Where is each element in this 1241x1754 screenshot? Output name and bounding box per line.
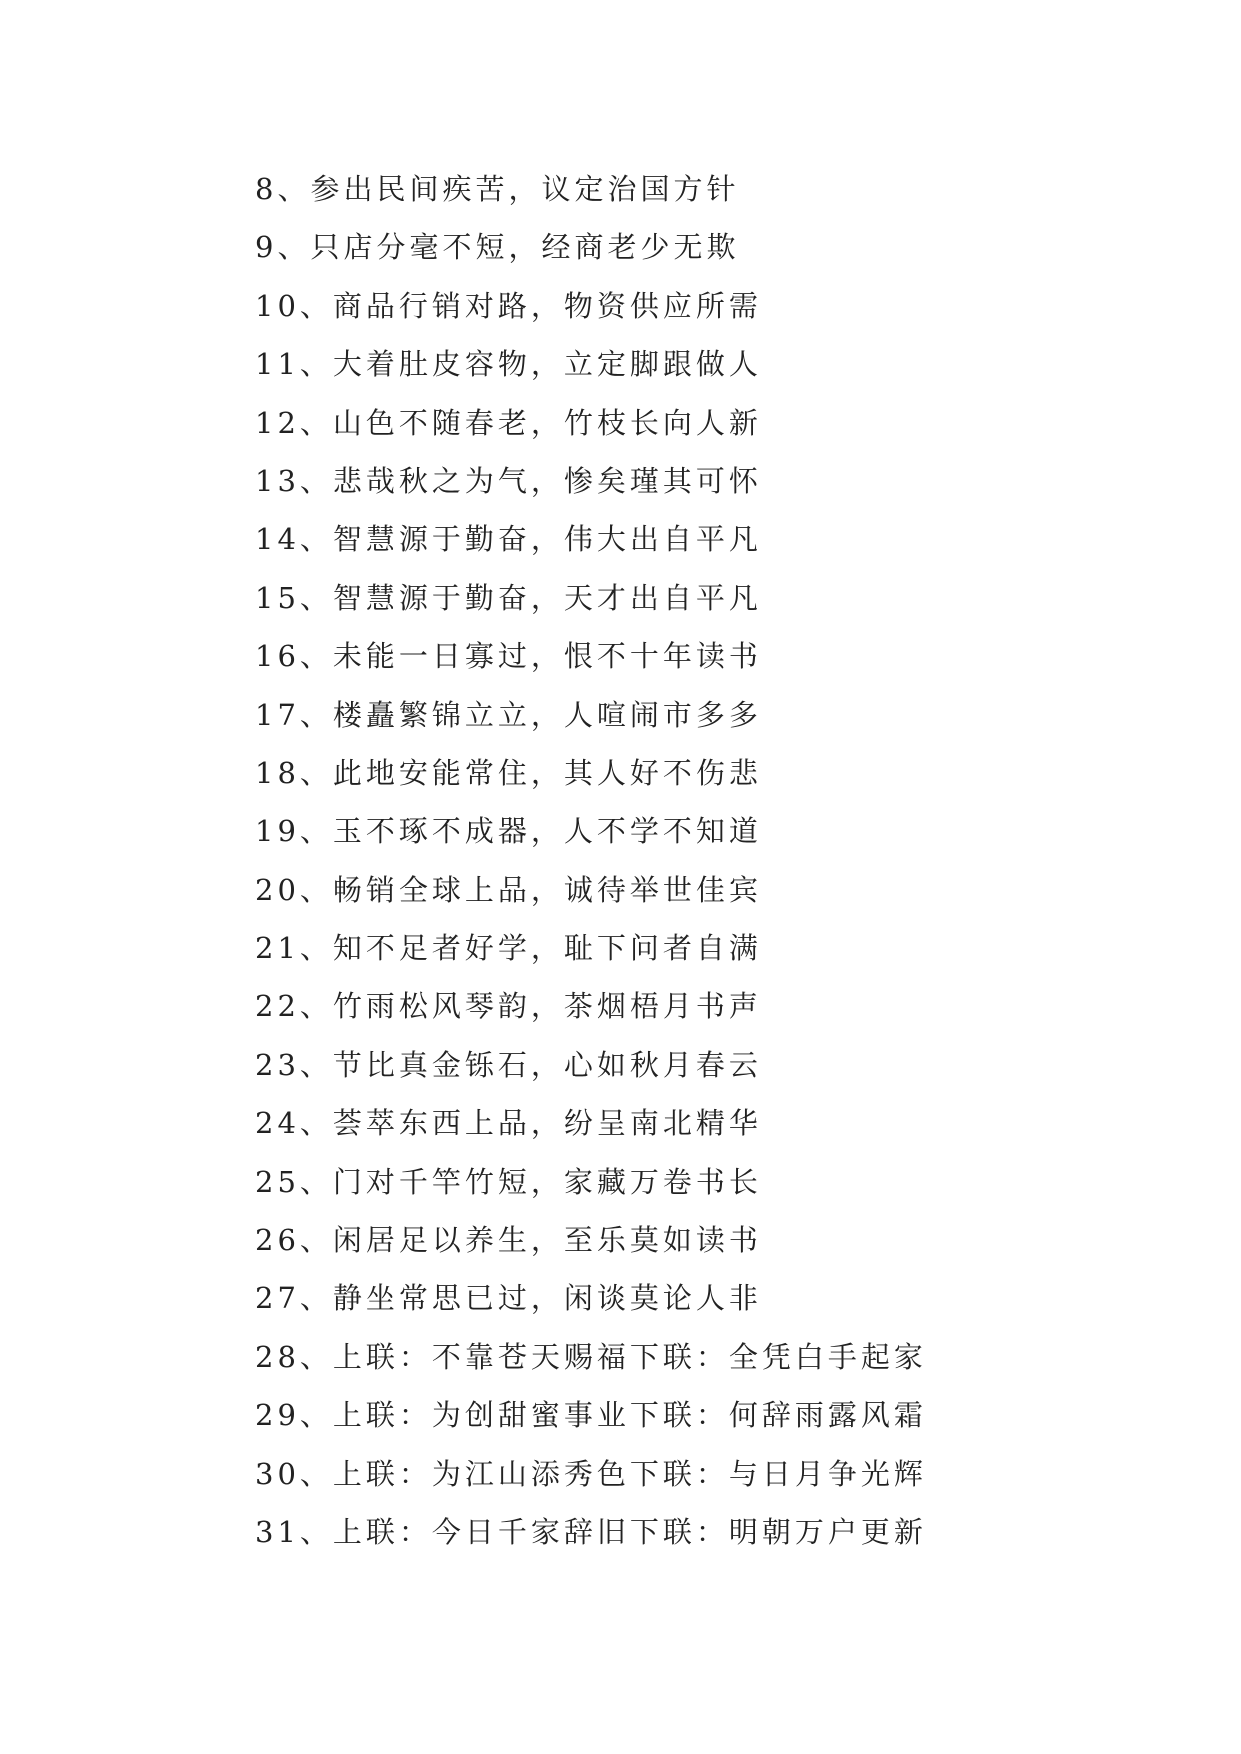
couplet-line-16: 16、未能一日寡过，恨不十年读书 [255,639,762,674]
couplet-line-9: 9、只店分毫不短，经商老少无欺 [255,230,740,265]
couplet-line-11: 11、大着肚皮容物，立定脚跟做人 [255,347,762,382]
couplet-line-24: 24、荟萃东西上品，纷呈南北精华 [255,1106,762,1141]
couplet-line-29: 29、上联：为创甜蜜事业下联：何辞雨露风霜 [255,1398,927,1433]
couplet-line-28: 28、上联：不靠苍天赐福下联：全凭白手起家 [255,1339,927,1374]
couplet-line-21: 21、知不足者好学，耻下问者自满 [255,931,762,966]
couplet-line-20: 20、畅销全球上品，诚待举世佳宾 [255,872,762,907]
couplet-line-10: 10、商品行销对路，物资供应所需 [255,288,762,323]
couplet-line-15: 15、智慧源于勤奋，天才出自平凡 [255,580,762,615]
couplet-line-18: 18、此地安能常住，其人好不伤悲 [255,755,762,790]
couplet-line-14: 14、智慧源于勤奋，伟大出自平凡 [255,522,762,557]
couplet-line-12: 12、山色不随春老，竹枝长向人新 [255,405,762,440]
couplet-line-22: 22、竹雨松风琴韵，茶烟梧月书声 [255,989,762,1024]
couplet-line-30: 30、上联：为江山添秀色下联：与日月争光辉 [255,1456,927,1491]
couplet-list [255,160,1155,1561]
couplet-line-8: 8、参出民间疾苦，议定治国方针 [255,172,740,206]
couplet-line-19: 19、玉不琢不成器，人不学不知道 [255,814,762,849]
couplet-line-17: 17、楼矗繁锦立立，人喧闹市多多 [255,697,762,732]
couplet-line-27: 27、静坐常思已过，闲谈莫论人非 [255,1281,762,1316]
couplet-line-25: 25、门对千竿竹短，家藏万卷书长 [255,1164,762,1199]
couplet-line-31: 31、上联：今日千家辞旧下联：明朝万户更新 [255,1514,927,1549]
couplet-line-23: 23、节比真金铄石，心如秋月春云 [255,1047,762,1082]
couplet-line-26: 26、闲居足以养生，至乐莫如读书 [255,1223,762,1258]
couplet-line-13: 13、悲哉秋之为气，惨矣瑾其可怀 [255,463,762,498]
